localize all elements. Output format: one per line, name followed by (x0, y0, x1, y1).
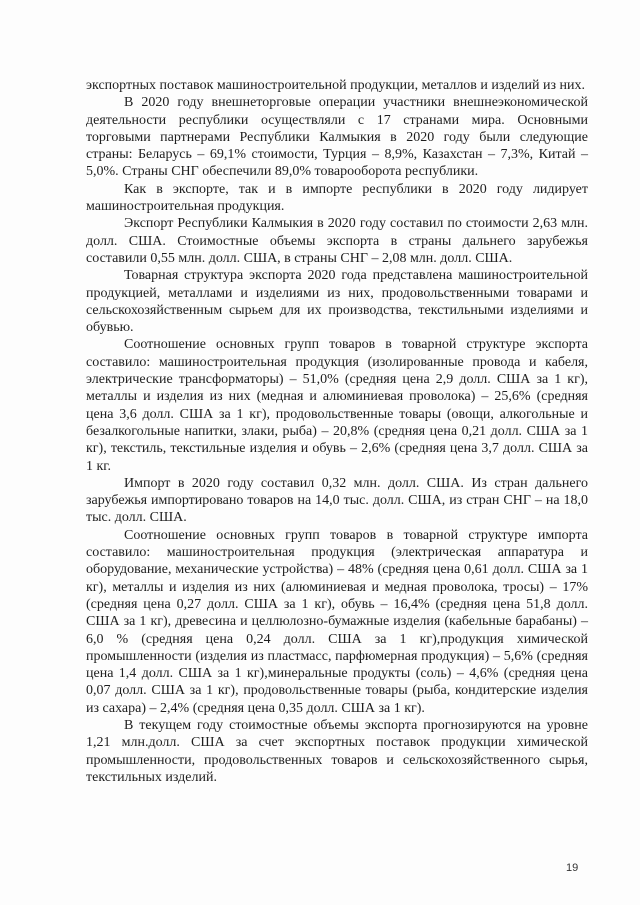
paragraph-continuation: экспортных поставок машиностроительной продукции, металлов и изделий из них. (86, 78, 585, 93)
paragraph-trade-partners: В 2020 году внешнеторговые операции участники внешнеэкономической деятельности республики осуществляли с 17 странами мира. Основными торговыми партнерами Республики Калмыкия в 2020 году были следующие страны: Беларусь – 69,1% стоимости, Турция – 8,9%, Казахстан – 7,3%, Китай – 5,0%. Страны СНГ обеспечили 89,0% товарооборота республики. (86, 95, 588, 180)
body-text (86, 77, 588, 786)
paragraph-export-value: Экспорт Республики Калмыкия в 2020 году составил по стоимости 2,63 млн. долл. США. Стоимостные объемы экспорта в страны дальнего зарубежья составили 0,55 млн. долл. США, в страны СНГ – 2,08 млн. долл. США. (86, 216, 588, 266)
paragraph-machinery-leads: Как в экспорте, так и в импорте республики в 2020 году лидирует машиностроительная продукция. (86, 181, 588, 215)
page-number: 19 (566, 862, 579, 874)
paragraph-import-groups: Соотношение основных групп товаров в товарной структуре импорта составило: машиностроительная продукция (электрическая аппаратура и оборудование, механические устройства) – 48% (средняя цена 0,61 долл. США за 1 кг), металлы и изделия из них (алюминиевая и медная проволока, тросы) – 17% (средняя цена 0,27 долл. США за 1 кг), обувь – 16,4% (средняя цена 51,8 долл. США за 1 кг), древесина и целлюлозно-бумажные изделия (кабельные барабаны) – 6,0 % (средняя цена 0,24 долл. США за 1 кг),продукция химической промышленности (изделия из пластмасс, парфюмерная продукция) – 5,6% (средняя цена 1,4 долл. США за 1 кг),минеральные продукты (соль) – 4,6% (средняя цена 0,07 долл. США за 1 кг), продовольственные товары (рыба, кондитерские изделия из сахара) – 2,4% (средняя цена 0,35 долл. США за 1 кг). (86, 527, 588, 716)
paragraph-export-structure: Товарная структура экспорта 2020 года представлена машиностроительной продукцией, металлами и изделиями из них, продовольственными товарами и сельскохозяйственным сырьем для их производства, текстильными изделиями и обувью. (86, 268, 588, 336)
paragraph-forecast: В текущем году стоимостные объемы экспорта прогнозируются на уровне 1,21 млн.долл. США за счет экспортных поставок продукции химической промышленности, продовольственных товаров и сельскохозяйственного сырья, текстильных изделий. (86, 717, 588, 785)
paragraph-export-groups: Соотношение основных групп товаров в товарной структуре экспорта составило: машиностроительная продукция (изолированные провода и кабеля, электрические трансформаторы) – 51,0% (средняя цена 2,9 долл. США за 1 кг), металлы и изделия из них (медная и алюминиевая проволока) – 25,6% (средняя цена 3,6 долл. США за 1 кг), продовольственные товары (овощи, алкогольные и безалкогольные напитки, злаки, рыба) – 20,8% (средняя цена 0,21 долл. США за 1 кг), текстиль, текстильные изделия и обувь – 2,6% (средняя цена 3,7 долл. США за 1 кг. (86, 337, 588, 474)
paragraph-import-value: Импорт в 2020 году составил 0,32 млн. долл. США. Из стран дальнего зарубежья импортировано товаров на 14,0 тыс. долл. США, из стран СНГ – на 18,0 тыс. долл. США. (86, 475, 588, 526)
